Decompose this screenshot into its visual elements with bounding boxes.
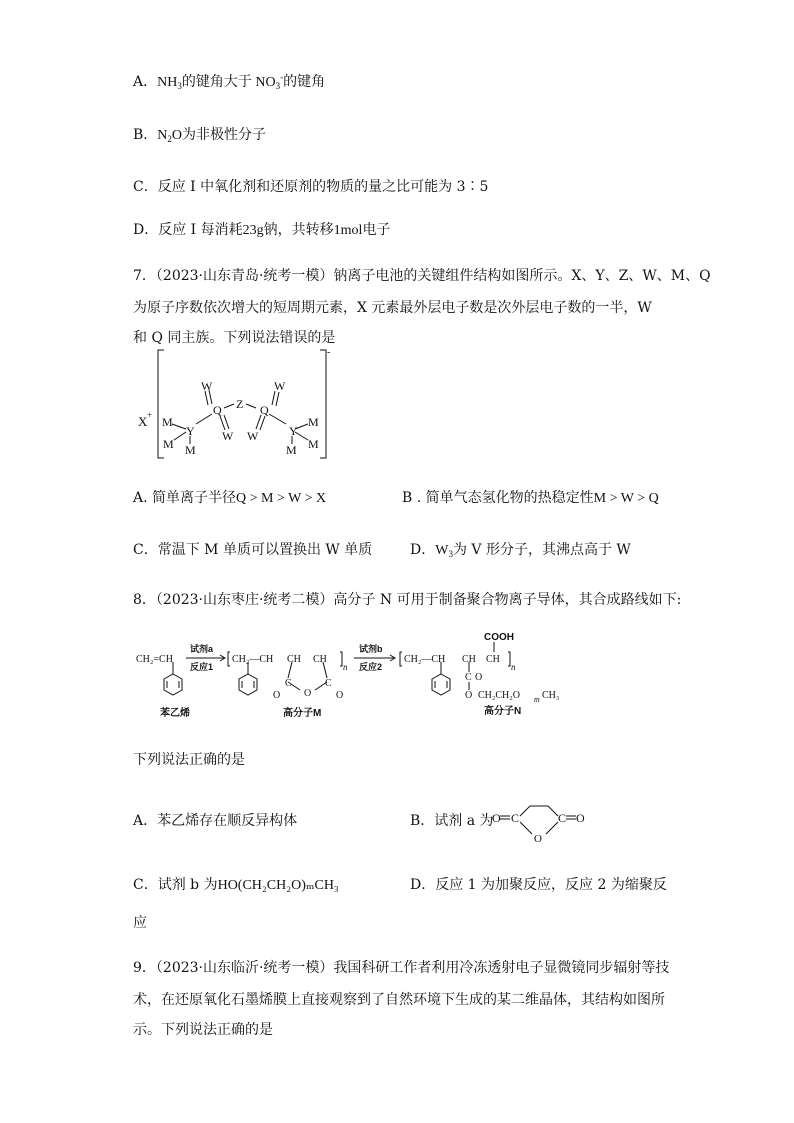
atom-m: M	[308, 437, 319, 451]
atom-z: Z	[236, 397, 244, 411]
q9-stem-line3: 示。下列说法正确的是	[133, 1022, 273, 1038]
maleic-anhydride-structure	[494, 800, 586, 848]
ring-o: O	[534, 833, 542, 845]
atom-m: M	[185, 443, 196, 457]
q8-option-b	[410, 811, 494, 831]
reagent-b-formula: HO(CH₂CH₂O)ₘCH₃	[217, 878, 339, 893]
option-label: D．	[410, 542, 436, 558]
polymer-n-label: 高分子N	[484, 706, 522, 717]
subscript-m: m	[534, 695, 540, 704]
atom-w: W	[201, 379, 213, 393]
option-text: D．反应 I 每消耗	[133, 222, 243, 238]
q7-option-a	[133, 488, 326, 509]
q8-synthesis-scheme	[132, 628, 692, 724]
q6-option-c: C．反应 I 中氧化剂和还原剂的物质的量之比可能为 3∶5	[133, 179, 489, 195]
option-text: B．试剂 a 为	[410, 813, 494, 829]
q8-option-d: D．反应 1 为加聚反应，反应 2 为缩聚反	[410, 877, 667, 893]
q7-option-b	[402, 488, 659, 509]
polymer-m-chain: CH₂—CH	[232, 654, 274, 665]
styrene-label: 苯乙烯	[160, 708, 190, 719]
carbonyl-c: C	[511, 811, 520, 825]
atom-m: M	[162, 415, 173, 429]
radius-order: Q > M > W > X	[236, 491, 327, 506]
atom-m: M	[163, 437, 174, 451]
q9-stem-line2: 术，在还原氧化石墨烯膜上直接观察到了自然环境下生成的某二维晶体，其结构如图所	[133, 992, 665, 1008]
carbonyl-c: C	[558, 811, 567, 825]
q7-option-d	[410, 540, 631, 561]
q7-stem-line2: 为原子序数依次增大的短周期元素，X 元素最外层电子数是次外层电子数的一半，W	[133, 300, 652, 316]
option-text: B . 简单气态氢化物的热稳定性	[402, 490, 594, 506]
reagent-b-label: 试剂b	[359, 644, 383, 654]
ester-o2: O	[465, 690, 473, 701]
n2o-formula: $N_2O$	[157, 128, 183, 144]
carbonyl-c: C	[285, 678, 292, 689]
mass-value: 23g	[242, 223, 264, 238]
ring-o: O	[304, 688, 312, 699]
peg-unit: CH₂CH₂O	[478, 690, 520, 701]
q7-option-c: C．常温下 M 单质可以置换出 W 单质	[133, 542, 373, 558]
q7-structure-diagram	[128, 344, 348, 464]
atom-q: Q	[260, 403, 269, 417]
styrene-formula: CH₂=CH	[136, 654, 173, 665]
reaction2-label: 反应2	[359, 662, 383, 672]
carbonyl-o: O	[492, 811, 501, 825]
q6-option-d	[133, 220, 390, 241]
option-text: 的键角大于	[181, 74, 252, 90]
carbonyl-o: O	[336, 690, 344, 701]
q9-stem-line1: 9．（2023·山东临沂·统考一模）我国科研工作者利用冷冻透射电子显微镜同步辐射等技	[133, 960, 670, 976]
subscript-n: n	[343, 662, 348, 672]
atom-m: M	[286, 443, 297, 457]
polymer-m-label: 高分子M	[283, 708, 322, 719]
option-text: A. 简单离子半径	[133, 490, 237, 506]
option-text: 电子	[362, 222, 391, 238]
carbonyl-o: O	[273, 690, 281, 701]
ester-o: O	[475, 672, 483, 683]
option-text: 钠，共转移	[263, 222, 334, 238]
reaction1-label: 反应1	[190, 662, 214, 672]
cooh-group: COOH	[484, 632, 514, 643]
polymer-m-ch: CH	[313, 654, 327, 665]
stability-order: M > W > Q	[593, 491, 659, 506]
reagent-a-label: 试剂a	[190, 644, 214, 654]
atom-q: Q	[213, 403, 222, 417]
q8-option-c	[133, 875, 339, 896]
nh3-formula: $NH_3$	[157, 75, 182, 91]
q7-stem-line1: 7．（2023·山东青岛·统考一模）钠离子电池的关键组件结构如图所示。X、Y、Z、W、M、Q	[133, 268, 711, 284]
option-text: 为非极性分子	[182, 127, 267, 143]
cation-charge: +	[147, 410, 153, 420]
option-label: B．	[133, 127, 158, 143]
no3-formula: $NO_3^-$	[255, 72, 284, 91]
q8-option-d-wrap: 应	[133, 915, 147, 931]
q8-option-a: A．苯乙烯存在顺反异构体	[133, 813, 298, 829]
q8-question: 下列说法正确的是	[133, 752, 245, 768]
option-label: A．	[133, 74, 158, 90]
carbonyl-o: O	[576, 811, 585, 825]
option-text: 的键角	[283, 74, 326, 90]
q6-option-b	[133, 125, 266, 146]
atom-w: W	[247, 429, 259, 443]
atom-w: W	[274, 379, 286, 393]
w3-formula: $W_3$	[435, 543, 453, 559]
methyl-end: CH₃	[542, 690, 560, 701]
polymer-m-ch: CH	[287, 654, 301, 665]
atom-m: M	[308, 415, 319, 429]
cation-x: X	[138, 414, 148, 429]
atom-y: Y	[186, 424, 195, 438]
carbonyl-c: C	[325, 678, 332, 689]
anion-charge: -	[327, 347, 331, 358]
polymer-n-chain: CH₂—CH	[404, 654, 446, 665]
subscript-n: n	[511, 662, 516, 672]
ester-c: C	[465, 672, 472, 683]
atom-y: Y	[289, 424, 298, 438]
q8-stem-line1: 8．（2023·山东枣庄·统考二模）高分子 N 可用于制备聚合物离子导体，其合成路线如下:	[133, 592, 682, 608]
atom-w: W	[222, 429, 234, 443]
option-text: C．试剂 b 为	[133, 877, 218, 893]
option-text: 为 V 形分子，其沸点高于 W	[452, 542, 631, 558]
polymer-n-ch: CH	[486, 654, 500, 665]
mole-value: 1mol	[333, 223, 363, 238]
q6-option-a	[133, 72, 325, 93]
polymer-n-ch: CH	[462, 654, 476, 665]
q7-stem-line3: 和 Q 同主族。下列说法错误的是	[133, 330, 336, 346]
